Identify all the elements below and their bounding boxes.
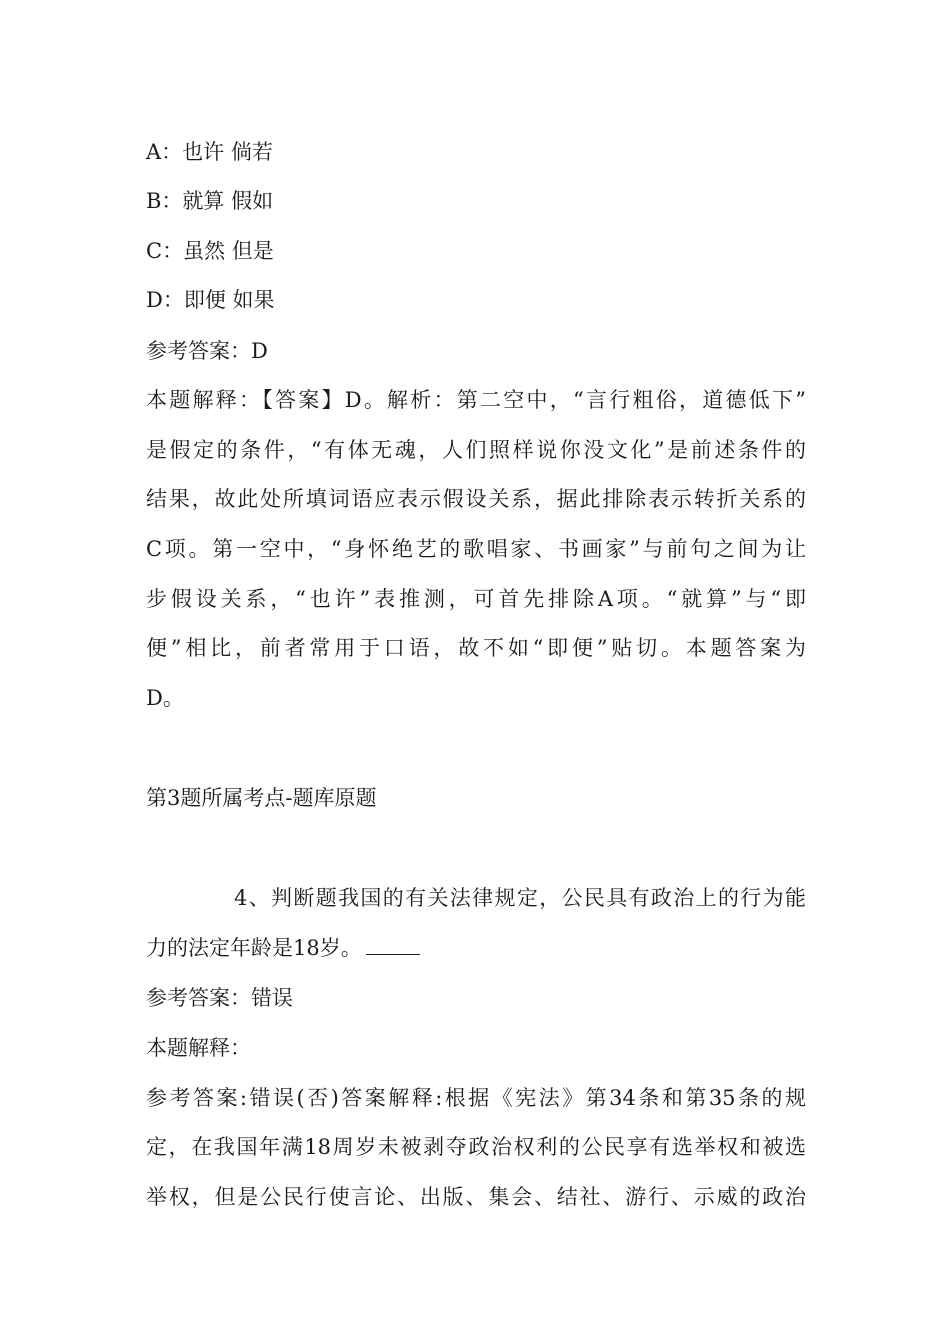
q3-answer: 参考答案：D	[146, 339, 268, 363]
q3-explanation-line: 步假设关系，“也许”表推测，可首先排除A项。“就算”与“即	[146, 587, 806, 611]
option-d: D：即便 如果	[146, 288, 275, 312]
q4-question-line	[146, 934, 806, 962]
q4-answer: 参考答案：错误	[146, 986, 293, 1010]
q4-question-text: 力的法定年龄是18岁。	[146, 936, 362, 960]
q3-explanation-line: 本题解释：【答案】D。解析：第二空中，“言行粗俗，道德低下”	[146, 388, 806, 412]
q3-explanation-line: C项。第一空中，“身怀绝艺的歌唱家、书画家”与前句之间为让	[146, 537, 806, 561]
q4-explanation-line: 举权，但是公民行使言论、出版、集会、结社、游行、示威的政治	[146, 1185, 806, 1209]
option-b: B：就算 假如	[146, 189, 274, 213]
answer-blank	[366, 936, 420, 955]
q4-explanation-label: 本题解释：	[146, 1036, 251, 1060]
q3-explanation-line: 便”相比，前者常用于口语，故不如“即便”贴切。本题答案为	[146, 636, 806, 660]
q3-explanation-line: 结果，故此处所填词语应表示假设关系，据此排除表示转折关系的	[146, 487, 806, 511]
q3-explanation-line: D。	[146, 686, 184, 710]
option-a: A：也许 倘若	[146, 140, 273, 164]
q4-explanation-line: 定，在我国年满18周岁未被剥夺政治权利的公民享有选举权和被选	[146, 1135, 806, 1159]
q3-explanation-line: 是假定的条件，“有体无魂，人们照样说你没文化”是前述条件的	[146, 438, 806, 462]
q4-explanation-line: 参考答案:错误(否)答案解释:根据《宪法》第34条和第35条的规	[146, 1086, 806, 1110]
section-label: 第3题所属考点-题库原题	[146, 786, 377, 810]
q4-question-line: 4、判断题我国的有关法律规定，公民具有政治上的行为能	[234, 886, 806, 910]
option-c: C：虽然 但是	[146, 239, 274, 263]
